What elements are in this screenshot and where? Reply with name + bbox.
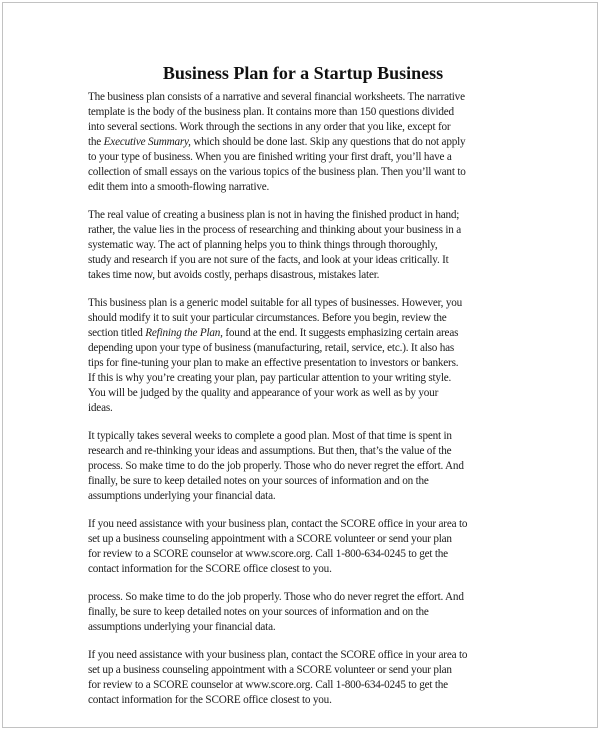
paragraph-2: The real value of creating a business plan is not in having the finished product in hand; rather, the value lies in the process of researching and thinking about your business in a systematic way. The act of planning helps you to think things through thoroughly, study and research if you are not sure of the facts, and look at your ideas critically. It takes time now, but avoids costly, perhaps disastrous, mistakes later. — [88, 209, 462, 281]
italic-text: Refining the Plan, — [145, 327, 223, 339]
document-title: Business Plan for a Startup Business — [162, 63, 444, 83]
paragraph-4: It typically takes several weeks to complete a good plan. Most of that time is spent in research and re-thinking your ideas and assumptions. But then, that’s the value of the process. So make time to do the job properly. Those who do never regret the effort. And finally, be sure to keep detailed notes on your sources of information and on the assumptions underlying your financial data. — [88, 430, 464, 502]
paragraph-7: If you need assistance with your business plan, contact the SCORE office in your area to set up a business counseling appointment with a SCORE volunteer or send your plan for review to a SCORE counselor at www.score.org. Call 1-800-634-0245 to get the contact information for the SCORE office closest to you. — [88, 649, 468, 706]
page-content — [88, 62, 518, 721]
paragraph-1: The business plan consists of a narrative and several financial worksheets. The narrative template is the body of the business plan. It contains more than 150 questions divided into several sections. Work through the sections in any order that you like, except for the Executive Summary, which should be done last. Skip any questions that do not apply to your type of business. When you are finished writing your first draft, you’ll have a collection of small essays on the various topics of the business plan. Then you’ll want to edit them into a smooth-flowing narrative. — [88, 91, 466, 193]
paragraph-3: This business plan is a generic model suitable for all types of businesses. However, you should modify it to suit your particular circumstances. Before you begin, review the section titled Refining the Plan, found at the end. It suggests emphasizing certain areas depending upon your type of business (manufacturing, retail, service, etc.). It also has tips for fine-tuning your plan to make an effective presentation to investors or bankers. If this is why you’re creating your plan, pay particular attention to your writing style. You will be judged by the quality and appearance of your work as well as by your ideas. — [88, 297, 463, 414]
page-body — [88, 90, 518, 708]
italic-text: Executive Summary, — [103, 136, 191, 148]
paragraph-5: If you need assistance with your business plan, contact the SCORE office in your area to set up a business counseling appointment with a SCORE volunteer or send your plan for review to a SCORE counselor at www.score.org. Call 1-800-634-0245 to get the contact information for the SCORE office closest to you. — [88, 518, 468, 575]
paragraph-6: process. So make time to do the job properly. Those who do never regret the effort. And finally, be sure to keep detailed notes on your sources of information and on the assumptions underlying your financial data. — [88, 591, 464, 633]
